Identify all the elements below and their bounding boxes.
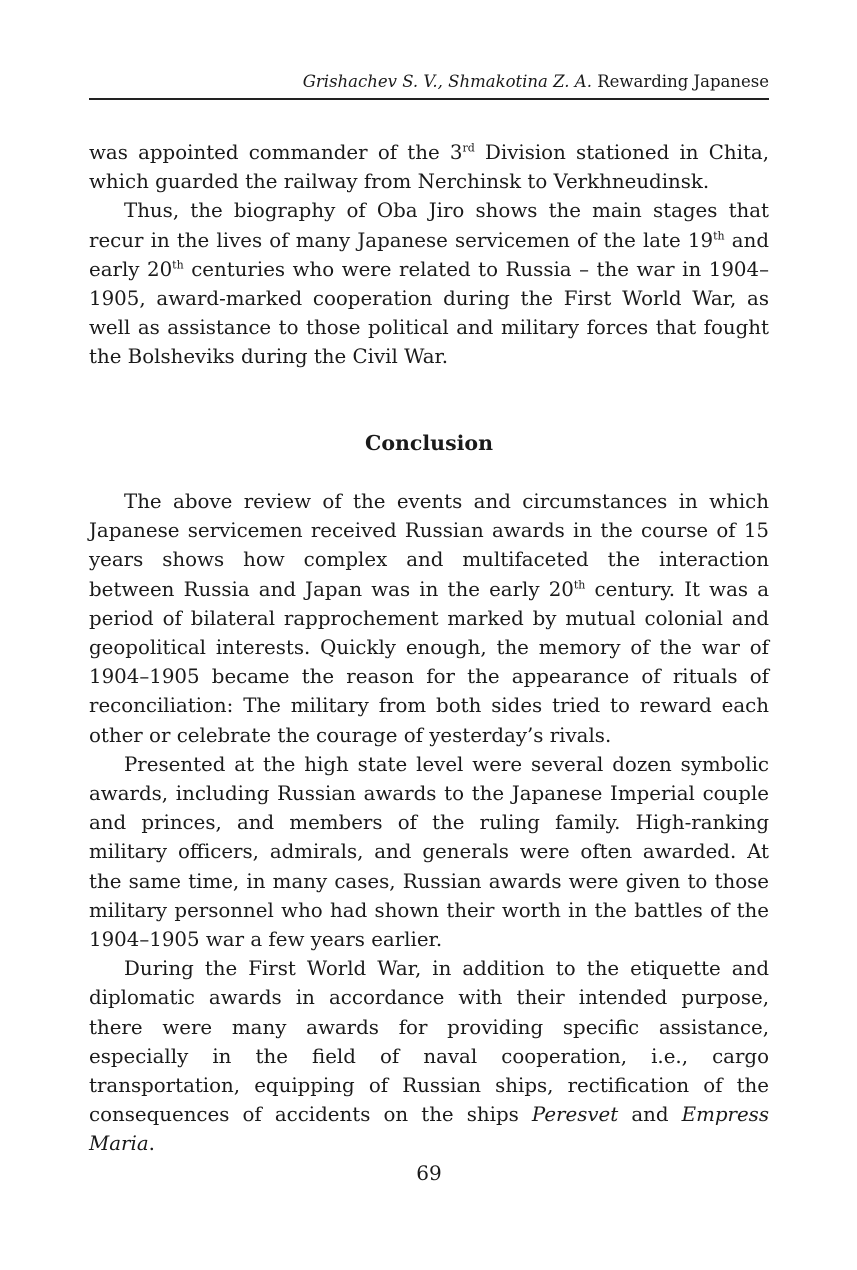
conclusion-paragraph-1: The above review of the events and circumstances in which Japanese servicemen received Russian awards in the course of 15 years shows how complex and multifaceted the interaction between Russia and Japan was in the early 20th century. It was a period of bilateral rapprochement marked by mutual colonial and geopolitical interests. Quickly enough, the memory of the war of 1904–1905 became the reason for the appearance of rituals of reconciliation: The military from both sides tried to reward each other or celebrate the courage of yesterday’s rivals. (89, 490, 769, 747)
continuation-block (89, 138, 769, 372)
conclusion-paragraph-3: During the First World War, in addition to the etiquette and diplomatic awards in accordance with their intended purpose, there were many awards for providing specific assistance, especially in the field of naval cooperation, i.e., cargo transportation, equipping of Russian ships, rectification of the consequences of accidents on the ships Peresvet and Empress Maria. (89, 957, 769, 1156)
section-heading-conclusion: Conclusion (365, 431, 493, 455)
page-number: 69 (416, 1161, 442, 1185)
header-authors: Grishachev S. V., Shmakotina Z. A. (302, 72, 592, 91)
continuation-paragraph: was appointed commander of the 3rd Division stationed in Chita, which guarded the railway from Nerchinsk to Verkhneudinsk. (89, 141, 769, 194)
ship-name-peresvet: Peresvet (531, 1103, 619, 1127)
conclusion-block (89, 487, 769, 1159)
running-header (89, 70, 769, 100)
conclusion-paragraph-2: Presented at the high state level were several dozen symbolic awards, including Russian awards to the Japanese Imperial couple and princes, and members of the ruling family. High-ranking military officers, admirals, and generals were often awarded. At the same time, in many cases, Russian awards were given to those military personnel who had shown their worth in the battles of the 1904–1905 war a few years earlier. (89, 752, 769, 952)
biography-summary-paragraph: Thus, the biography of Oba Jiro shows the main stages that recur in the lives of many Japanese servicemen of the late 19th and early 20th centuries who were related to Russia – the war in 1904–1905, award-marked cooperation during the First World War, as well as assistance to those political and military forces that fought the Bolsheviks during the Civil War. (89, 199, 769, 369)
ship-name-empress-maria: Empress Maria (89, 1103, 769, 1156)
header-title: Rewarding Japanese (597, 72, 769, 91)
